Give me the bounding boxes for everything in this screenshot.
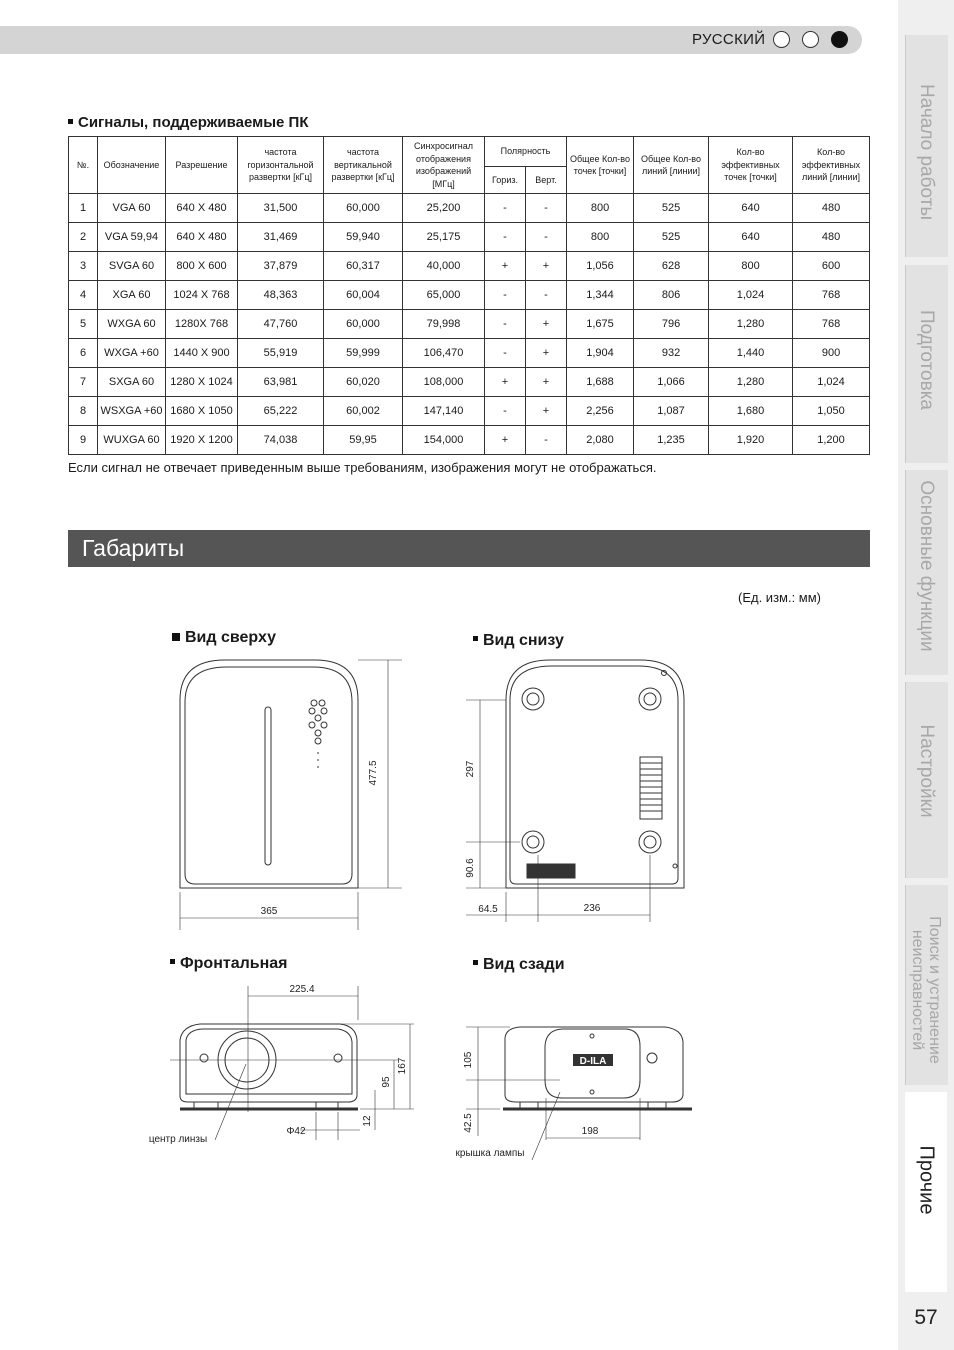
table-cell: VGA 60 <box>98 194 166 223</box>
table-cell: 47,760 <box>238 310 324 339</box>
header-pol-v: Верт. <box>526 167 567 194</box>
table-cell: 7 <box>69 368 98 397</box>
table-cell: 2,256 <box>567 397 634 426</box>
units-label: (Ед. изм.: мм) <box>738 590 822 605</box>
table-cell: 63,981 <box>238 368 324 397</box>
header-pol-h: Гориз. <box>485 167 526 194</box>
dim-top-width: 365 <box>260 906 278 917</box>
table-cell: 60,000 <box>324 194 403 223</box>
table-cell: 1,675 <box>567 310 634 339</box>
dila-logo: D-ILA <box>579 1056 607 1067</box>
table-cell: 147,140 <box>403 397 485 426</box>
lamp-cover-label: крышка лампы <box>455 1148 525 1159</box>
table-cell: 37,879 <box>238 252 324 281</box>
table-cell: 1280 X 1024 <box>166 368 238 397</box>
table-cell: 154,000 <box>403 426 485 455</box>
table-cell: - <box>485 339 526 368</box>
table-cell: 79,998 <box>403 310 485 339</box>
table-cell: 5 <box>69 310 98 339</box>
table-cell: 932 <box>634 339 709 368</box>
dim-front-h3: 12 <box>362 1115 373 1127</box>
table-cell: 800 <box>567 194 634 223</box>
table-cell: 108,000 <box>403 368 485 397</box>
table-cell: 40,000 <box>403 252 485 281</box>
table-cell: 31,469 <box>238 223 324 252</box>
page-number: 57 <box>914 1306 938 1329</box>
table-cell: 600 <box>793 252 870 281</box>
table-cell: + <box>526 310 567 339</box>
table-cell: 65,000 <box>403 281 485 310</box>
table-cell: 1,688 <box>567 368 634 397</box>
bottom-view-title: Вид снизу <box>473 632 564 650</box>
table-cell: 1024 X 768 <box>166 281 238 310</box>
tab-label-preparation: Подготовка <box>916 309 937 411</box>
table-cell: - <box>526 426 567 455</box>
table-cell: 1,066 <box>634 368 709 397</box>
table-cell: 1680 X 1050 <box>166 397 238 426</box>
dim-rear-w: 198 <box>581 1126 599 1137</box>
table-cell: - <box>485 194 526 223</box>
table-cell: 1,280 <box>709 310 793 339</box>
table-cell: 2 <box>69 223 98 252</box>
table-cell: + <box>526 339 567 368</box>
table-cell: 1,056 <box>567 252 634 281</box>
table-cell: XGA 60 <box>98 281 166 310</box>
table-cell: 1,344 <box>567 281 634 310</box>
table-cell: 480 <box>793 223 870 252</box>
table-cell: 640 X 480 <box>166 194 238 223</box>
header-eff-lines: Кол-во эффективных линий [линии] <box>793 137 870 194</box>
table-cell: 800 <box>709 252 793 281</box>
header-eff-dots: Кол-во эффективных точек [точки] <box>709 137 793 194</box>
table-cell: 1,087 <box>634 397 709 426</box>
table-cell: 59,940 <box>324 223 403 252</box>
dim-rear-h1: 105 <box>463 1051 474 1069</box>
table-cell: 480 <box>793 194 870 223</box>
table-cell: + <box>526 368 567 397</box>
header-no: №. <box>69 137 98 194</box>
table-cell: 525 <box>634 223 709 252</box>
section-title: Габариты <box>82 535 185 561</box>
front-view-drawing <box>170 986 414 1140</box>
table-cell: 65,222 <box>238 397 324 426</box>
signals-heading: Сигналы, поддерживаемые ПК <box>68 114 308 131</box>
table-cell: 60,020 <box>324 368 403 397</box>
table-cell: 60,004 <box>324 281 403 310</box>
table-cell: WXGA 60 <box>98 310 166 339</box>
table-cell: 1,440 <box>709 339 793 368</box>
table-cell: 55,919 <box>238 339 324 368</box>
table-cell: + <box>485 252 526 281</box>
header-polarity: Полярность <box>485 137 567 167</box>
table-cell: 59,95 <box>324 426 403 455</box>
dim-bottom-d4: 236 <box>583 903 601 914</box>
header-sync: Синхросигнал отображения изображений [МГц] <box>403 137 485 194</box>
tab-label-others: Прочие <box>915 1145 938 1215</box>
tab-label-troubleshooting: Поиск и устранение неисправностей <box>909 916 943 1064</box>
table-cell: - <box>485 310 526 339</box>
table-cell: + <box>485 426 526 455</box>
table-cell: WXGA +60 <box>98 339 166 368</box>
table-cell: 800 <box>567 223 634 252</box>
table-cell: 1,280 <box>709 368 793 397</box>
table-cell: 4 <box>69 281 98 310</box>
table-cell: - <box>526 281 567 310</box>
table-cell: 1,904 <box>567 339 634 368</box>
header-designation: Обозначение <box>98 137 166 194</box>
table-cell: 3 <box>69 252 98 281</box>
table-cell: 25,175 <box>403 223 485 252</box>
table-cell: 800 X 600 <box>166 252 238 281</box>
table-cell: 1440 X 900 <box>166 339 238 368</box>
table-cell: 640 <box>709 223 793 252</box>
table-cell: 768 <box>793 310 870 339</box>
table-cell: 796 <box>634 310 709 339</box>
signals-note: Если сигнал не отвечает приведенным выше требованиям, изображения могут не отображаться. <box>68 460 657 475</box>
table-cell: SXGA 60 <box>98 368 166 397</box>
table-cell: + <box>526 397 567 426</box>
dim-top-depth: 477.5 <box>368 760 379 786</box>
dim-front-h2: 95 <box>381 1076 392 1088</box>
table-cell: 1280X 768 <box>166 310 238 339</box>
table-cell: 106,470 <box>403 339 485 368</box>
table-cell: 1,200 <box>793 426 870 455</box>
top-view-drawing <box>180 660 402 930</box>
table-cell: SVGA 60 <box>98 252 166 281</box>
header-vfreq: частота вертикальной развертки [кГц] <box>324 137 403 194</box>
table-cell: 60,002 <box>324 397 403 426</box>
tab-label-settings: Настройки <box>916 724 937 818</box>
table-cell: + <box>526 252 567 281</box>
table-cell: 1,050 <box>793 397 870 426</box>
dim-front-w: 225.4 <box>289 984 315 995</box>
header-total-lines: Общее Кол-во линий [линии] <box>634 137 709 194</box>
table-cell: - <box>485 281 526 310</box>
dim-bottom-d1: 297 <box>465 760 476 778</box>
table-cell: 2,080 <box>567 426 634 455</box>
header-resolution: Разрешение <box>166 137 238 194</box>
table-cell: - <box>485 397 526 426</box>
tab-label-getting-started: Начало работы <box>916 83 937 221</box>
dim-front-h1: 167 <box>397 1057 408 1075</box>
table-cell: 25,200 <box>403 194 485 223</box>
table-cell: - <box>526 223 567 252</box>
table-cell: + <box>485 368 526 397</box>
table-cell: 1,680 <box>709 397 793 426</box>
header-total-dots: Общее Кол-во точек [точки] <box>567 137 634 194</box>
table-cell: 640 <box>709 194 793 223</box>
table-cell: WSXGA +60 <box>98 397 166 426</box>
dim-rear-h2: 42.5 <box>463 1113 474 1133</box>
table-cell: 31,500 <box>238 194 324 223</box>
language-label: РУССКИЙ <box>692 31 766 48</box>
table-cell: 628 <box>634 252 709 281</box>
table-cell: 768 <box>793 281 870 310</box>
lens-center-label: центр линзы <box>148 1134 208 1145</box>
table-cell: 48,363 <box>238 281 324 310</box>
dim-front-lens: Φ42 <box>286 1126 306 1137</box>
table-cell: 1,920 <box>709 426 793 455</box>
table-cell: 6 <box>69 339 98 368</box>
table-cell: 640 X 480 <box>166 223 238 252</box>
table-cell: 1 <box>69 194 98 223</box>
table-cell: VGA 59,94 <box>98 223 166 252</box>
bottom-view-drawing <box>466 660 684 922</box>
table-cell: - <box>485 223 526 252</box>
table-cell: 74,038 <box>238 426 324 455</box>
table-cell: - <box>526 194 567 223</box>
dim-bottom-d2: 90.6 <box>465 858 476 878</box>
table-cell: 1,235 <box>634 426 709 455</box>
dim-bottom-d3: 64.5 <box>478 904 498 915</box>
table-cell: 59,999 <box>324 339 403 368</box>
table-cell: 806 <box>634 281 709 310</box>
rear-view-title: Вид сзади <box>473 956 565 974</box>
table-cell: WUXGA 60 <box>98 426 166 455</box>
header-hfreq: частота горизонтальной развертки [кГц] <box>238 137 324 194</box>
table-cell: 60,000 <box>324 310 403 339</box>
table-cell: 900 <box>793 339 870 368</box>
table-cell: 60,317 <box>324 252 403 281</box>
front-view-title: Фронтальная <box>170 955 288 973</box>
top-view-title: Вид сверху <box>172 629 276 647</box>
table-cell: 8 <box>69 397 98 426</box>
table-cell: 1,024 <box>709 281 793 310</box>
table-cell: 525 <box>634 194 709 223</box>
table-cell: 1920 X 1200 <box>166 426 238 455</box>
table-cell: 1,024 <box>793 368 870 397</box>
table-cell: 9 <box>69 426 98 455</box>
tab-label-basic-functions: Основные функции <box>916 480 937 652</box>
rear-view-drawing <box>466 1027 692 1160</box>
